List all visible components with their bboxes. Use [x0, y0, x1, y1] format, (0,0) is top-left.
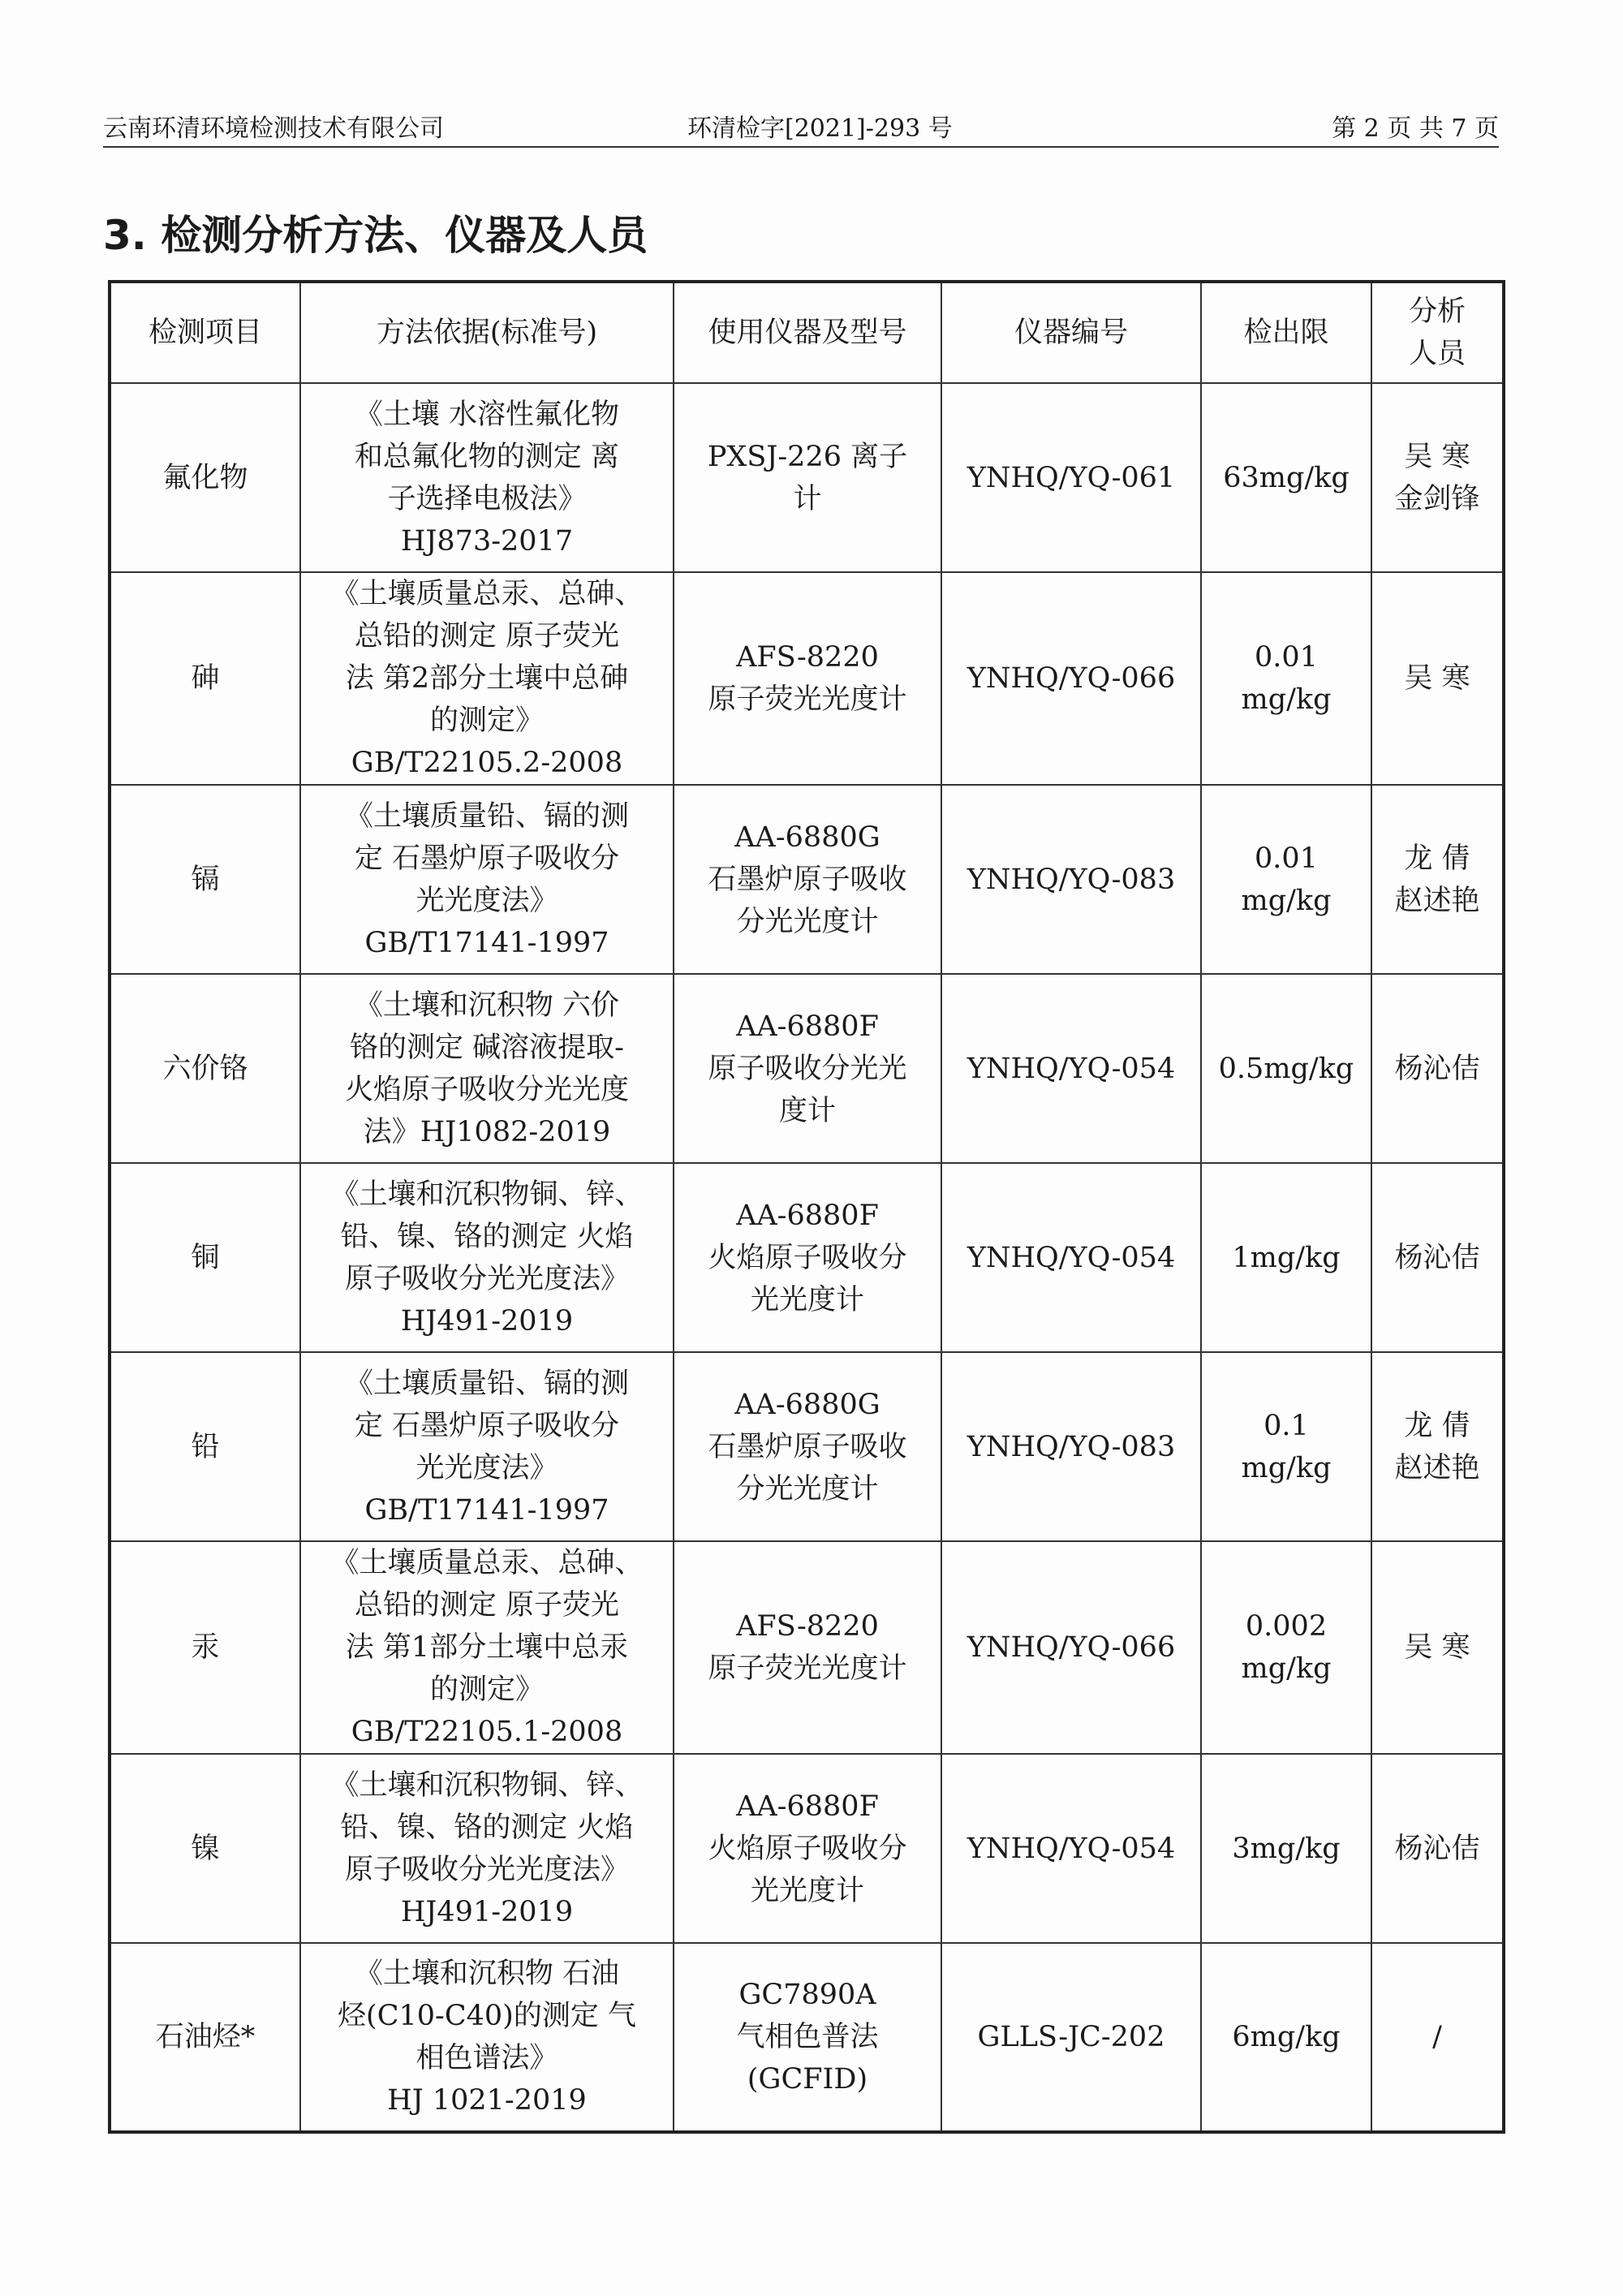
method-line: HJ 1021-2019 [387, 2084, 587, 2117]
method-line: 定 石墨炉原子吸收分 [354, 1409, 620, 1442]
item-cell: 六价铬 [110, 974, 300, 1163]
limit-line: 1mg/kg [1232, 1241, 1341, 1274]
item-cell: 镍 [110, 1754, 300, 1943]
col-analyst-header-line: 分析 [1408, 295, 1466, 328]
limit-line: 0.1 [1264, 1409, 1309, 1442]
table-row [110, 1163, 1504, 1352]
detection-limit-cell [1201, 1352, 1371, 1541]
instrument-line: AFS-8220 [736, 1610, 879, 1643]
table-row [110, 974, 1504, 1163]
analyst-line: 龙 倩 [1404, 842, 1470, 875]
method-cell [300, 785, 674, 974]
table-row [110, 572, 1504, 785]
page-header [103, 112, 1499, 148]
instrument-line: AA-6880G [734, 1388, 880, 1421]
section-title: 3. 检测分析方法、仪器及人员 [103, 212, 648, 259]
col-limit-header [1201, 282, 1371, 383]
methods-table [108, 280, 1505, 2134]
instrument-line: AA-6880F [736, 1199, 879, 1232]
method-line: GB/T22105.1-2008 [351, 1716, 623, 1748]
detection-limit-cell [1201, 572, 1371, 785]
instrument-code-cell: YNHQ/YQ-054 [941, 1163, 1201, 1352]
table-row [110, 1541, 1504, 1754]
limit-line: 0.5mg/kg [1218, 1052, 1354, 1085]
method-cell [300, 974, 674, 1163]
limit-line: 3mg/kg [1232, 1832, 1341, 1865]
limit-line: 63mg/kg [1223, 461, 1350, 494]
analyst-line: 吴 寒 [1404, 1631, 1470, 1664]
instrument-line: PXSJ-226 离子 [707, 440, 908, 473]
col-analyst-header-line: 人员 [1408, 338, 1466, 370]
item-cell: 石油烃* [110, 1943, 300, 2132]
limit-line: mg/kg [1241, 1451, 1332, 1484]
col-item-header-line: 检测项目 [148, 317, 262, 349]
limit-line: 0.002 [1245, 1610, 1328, 1643]
method-line: 总铅的测定 原子荧光 [354, 1589, 620, 1622]
method-line: 《土壤 水溶性氟化物 [354, 398, 620, 431]
method-line: 法 第1部分土壤中总汞 [345, 1631, 629, 1664]
analyst-line: 杨沁佶 [1394, 1241, 1480, 1274]
method-line: 《土壤质量总汞、总砷、 [330, 578, 644, 610]
instrument-code-cell: YNHQ/YQ-066 [941, 572, 1201, 785]
table-row [110, 1943, 1504, 2132]
method-line: 烃(C10-C40)的测定 气 [338, 2000, 636, 2032]
method-line: 光光度法》 [415, 884, 558, 917]
limit-line: 6mg/kg [1232, 2021, 1341, 2053]
instrument-cell [674, 572, 941, 785]
analyst-line: 杨沁佶 [1394, 1832, 1480, 1865]
instrument-code-cell: YNHQ/YQ-054 [941, 1754, 1201, 1943]
instrument-line: 度计 [778, 1094, 836, 1127]
limit-line: 0.01 [1255, 641, 1318, 674]
table-row [110, 785, 1504, 974]
detection-limit-cell [1201, 785, 1371, 974]
analyst-line: 杨沁佶 [1394, 1052, 1480, 1085]
analyst-cell [1371, 1754, 1504, 1943]
method-line: 铅、镍、铬的测定 火焰 [340, 1220, 634, 1253]
method-cell [300, 383, 674, 572]
analyst-line: 赵述艳 [1394, 884, 1480, 917]
instrument-line: 火焰原子吸收分 [708, 1832, 907, 1865]
col-code-header [941, 282, 1201, 383]
instrument-code-cell: YNHQ/YQ-083 [941, 1352, 1201, 1541]
instrument-cell [674, 1754, 941, 1943]
method-line: GB/T17141-1997 [364, 1493, 609, 1527]
detection-limit-cell [1201, 974, 1371, 1163]
method-cell [300, 1943, 674, 2132]
method-line: 原子吸收分光光度法》 [344, 1262, 629, 1295]
method-line: 火焰原子吸收分光光度 [344, 1073, 629, 1106]
analyst-cell [1371, 383, 1504, 572]
col-item-header [110, 282, 300, 383]
method-line: 《土壤和沉积物 石油 [354, 1958, 620, 1990]
instrument-cell [674, 785, 941, 974]
analyst-line: 龙 倩 [1404, 1409, 1470, 1442]
analyst-cell [1371, 1541, 1504, 1754]
limit-line: mg/kg [1241, 1652, 1332, 1685]
instrument-code-cell: YNHQ/YQ-066 [941, 1541, 1201, 1754]
method-line: 《土壤和沉积物 六价 [354, 989, 620, 1022]
method-line: 定 石墨炉原子吸收分 [354, 842, 620, 875]
method-line: 的测定》 [429, 1674, 544, 1706]
col-limit-header-line: 检出限 [1243, 317, 1329, 349]
method-cell [300, 1754, 674, 1943]
report-number: 环清检字[2021]-293 号 [687, 114, 953, 143]
instrument-line: 气相色普法 [736, 2021, 879, 2053]
limit-line: 0.01 [1255, 842, 1318, 875]
instrument-line: AA-6880G [734, 821, 880, 854]
company-name: 云南环清环境检测技术有限公司 [103, 114, 444, 143]
item-cell: 砷 [110, 572, 300, 785]
method-line: 法》HJ1082-2019 [363, 1115, 611, 1148]
instrument-line: 光光度计 [750, 1283, 864, 1316]
instrument-cell [674, 1943, 941, 2132]
detection-limit-cell [1201, 1541, 1371, 1754]
instrument-cell [674, 383, 941, 572]
instrument-line: 分光光度计 [736, 1472, 879, 1506]
method-line: 《土壤质量总汞、总砷、 [330, 1547, 644, 1579]
instrument-code-cell: YNHQ/YQ-054 [941, 974, 1201, 1163]
instrument-cell [674, 1541, 941, 1754]
table-row [110, 1754, 1504, 1943]
method-line: 《土壤质量铅、镉的测 [344, 799, 629, 833]
col-method-header-line: 方法依据(标准号) [376, 317, 598, 349]
instrument-line: 原子荧光光度计 [708, 683, 907, 716]
method-line: 和总氟化物的测定 离 [354, 440, 620, 473]
method-line: 子选择电极法》 [387, 482, 587, 515]
item-cell: 铜 [110, 1163, 300, 1352]
instrument-code-cell: YNHQ/YQ-061 [941, 383, 1201, 572]
instrument-line: AFS-8220 [736, 641, 879, 674]
instrument-code-cell: GLLS-JC-202 [941, 1943, 1201, 2132]
instrument-line: 原子吸收分光光 [708, 1052, 907, 1085]
method-cell [300, 572, 674, 785]
method-line: 铬的测定 碱溶液提取- [350, 1031, 624, 1064]
method-line: HJ873-2017 [400, 524, 574, 558]
detection-limit-cell [1201, 1754, 1371, 1943]
instrument-line: 石墨炉原子吸收 [708, 1430, 907, 1463]
method-cell [300, 1541, 674, 1754]
detection-limit-cell [1201, 383, 1371, 572]
instrument-cell [674, 974, 941, 1163]
table-header-row [110, 282, 1504, 383]
instrument-line: 石墨炉原子吸收 [708, 863, 907, 896]
detection-limit-cell [1201, 1163, 1371, 1352]
item-cell: 镉 [110, 785, 300, 974]
item-cell: 铅 [110, 1352, 300, 1541]
item-cell: 汞 [110, 1541, 300, 1754]
col-instrument-header-line: 使用仪器及型号 [708, 317, 907, 349]
instrument-code-cell: YNHQ/YQ-083 [941, 785, 1201, 974]
method-line: 光光度法》 [415, 1451, 558, 1484]
instrument-line: 计 [793, 482, 822, 515]
instrument-line: 火焰原子吸收分 [708, 1241, 907, 1274]
method-line: GB/T17141-1997 [364, 926, 609, 959]
method-line: 的测定》 [429, 704, 544, 737]
method-cell [300, 1163, 674, 1352]
instrument-line: (GCFID) [747, 2063, 868, 2096]
instrument-line: GC7890A [738, 1979, 876, 2011]
table-row [110, 1352, 1504, 1541]
detection-limit-cell [1201, 1943, 1371, 2132]
method-line: HJ491-2019 [400, 1304, 574, 1338]
analyst-cell [1371, 785, 1504, 974]
method-line: 《土壤质量铅、镉的测 [344, 1367, 629, 1400]
method-line: 总铅的测定 原子荧光 [354, 620, 620, 653]
col-method-header [300, 282, 674, 383]
limit-line: mg/kg [1241, 683, 1332, 716]
method-line: 《土壤和沉积物铜、锌、 [330, 1768, 644, 1802]
analyst-cell [1371, 974, 1504, 1163]
instrument-line: 光光度计 [750, 1874, 864, 1907]
method-line: 原子吸收分光光度法》 [344, 1853, 629, 1886]
page-indicator: 第 2 页 共 7 页 [1332, 114, 1499, 143]
limit-line: mg/kg [1241, 884, 1332, 917]
analyst-cell [1371, 1163, 1504, 1352]
analyst-line: 吴 寒 [1404, 662, 1470, 695]
instrument-line: 原子荧光光度计 [708, 1652, 907, 1685]
method-line: 铅、镍、铬的测定 火焰 [340, 1811, 634, 1844]
method-cell [300, 1352, 674, 1541]
instrument-cell [674, 1352, 941, 1541]
method-line: GB/T22105.2-2008 [351, 747, 623, 779]
method-line: 《土壤和沉积物铜、锌、 [330, 1178, 644, 1211]
analyst-cell [1371, 572, 1504, 785]
instrument-line: 分光光度计 [736, 905, 879, 938]
col-analyst-header [1371, 282, 1504, 383]
instrument-line: AA-6880F [736, 1790, 879, 1823]
analyst-line: 吴 寒 [1404, 440, 1470, 473]
instrument-line: AA-6880F [736, 1010, 879, 1043]
analyst-line: / [1432, 2021, 1442, 2053]
method-line: 法 第2部分土壤中总砷 [345, 662, 629, 695]
col-instrument-header [674, 282, 941, 383]
method-line: 相色谱法》 [415, 2042, 558, 2074]
analyst-cell [1371, 1352, 1504, 1541]
method-line: HJ491-2019 [400, 1895, 574, 1928]
instrument-cell [674, 1163, 941, 1352]
table-row [110, 383, 1504, 572]
analyst-line: 金剑锋 [1394, 482, 1480, 515]
analyst-cell [1371, 1943, 1504, 2132]
item-cell: 氟化物 [110, 383, 300, 572]
analyst-line: 赵述艳 [1394, 1451, 1480, 1484]
col-code-header-line: 仪器编号 [1014, 317, 1128, 349]
